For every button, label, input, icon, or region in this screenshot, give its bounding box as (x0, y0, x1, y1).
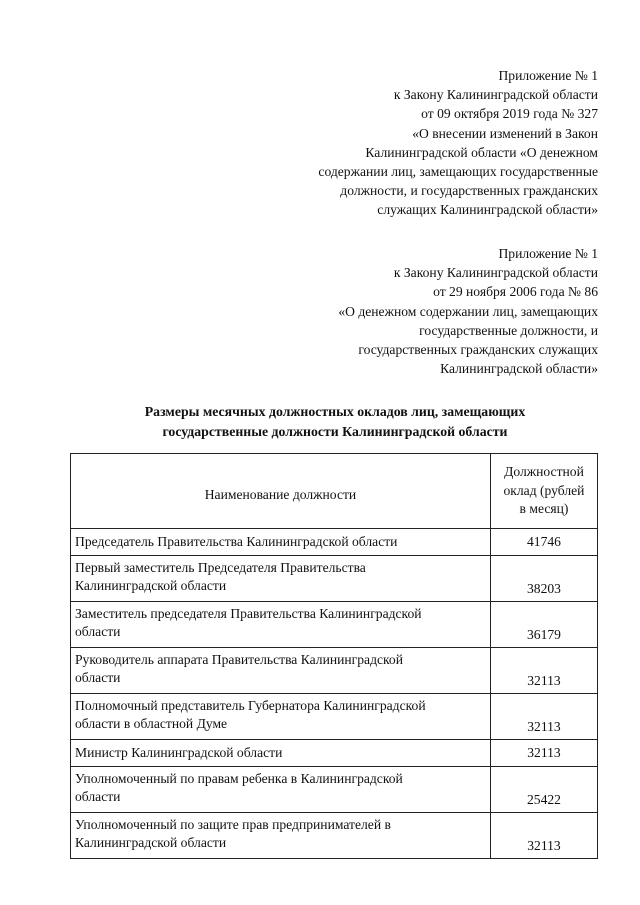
position-cell (71, 556, 491, 602)
table-row (71, 694, 598, 740)
salary-cell: 41746 (490, 529, 597, 556)
table-row (71, 602, 598, 648)
position-line: Первый заместитель Председателя Правительства (75, 560, 366, 575)
appendix-line: Калининградской области» (440, 361, 598, 377)
heading-line: Размеры месячных должностных окладов лиц, замещающих (144, 404, 526, 419)
table-row (71, 767, 598, 813)
header-line: в месяц) (519, 501, 569, 517)
appendix-line: Приложение № 1 (498, 68, 598, 83)
appendix-line: «О денежном содержании лиц, замещающих (338, 303, 598, 319)
salary-cell: 36179 (490, 602, 597, 648)
header-line: оклад (рублей (503, 482, 585, 498)
position-cell (71, 767, 491, 813)
appendix-line: к Закону Калининградской области (393, 265, 598, 281)
position-line: Уполномоченный по защите прав предпринимателей в (75, 817, 391, 832)
appendix-line: государственные должности, и (419, 322, 598, 338)
position-line: Заместитель председателя Правительства Калининградской (75, 606, 422, 621)
salary-cell: 32113 (490, 648, 597, 694)
salary-cell: 32113 (490, 813, 597, 859)
position-line: Руководитель аппарата Правительства Калининградской (75, 652, 404, 667)
table-row (71, 556, 598, 602)
table-row (71, 529, 598, 556)
appendix-line: от 29 ноября 2006 года № 86 (433, 284, 598, 300)
salary-cell: 32113 (490, 740, 597, 767)
appendix-line: служащих Калининградской области» (377, 202, 598, 218)
appendix-line: от 09 октября 2019 года № 327 (421, 106, 598, 122)
position-cell (71, 648, 491, 694)
appendix-line: Калининградской области «О денежном (365, 144, 598, 160)
table-row (71, 648, 598, 694)
salary-cell: 32113 (490, 694, 597, 740)
position-line: Полномочный представитель Губернатора Калининградской (75, 698, 426, 713)
position-cell (71, 740, 491, 767)
position-cell (71, 694, 491, 740)
table-row (71, 740, 598, 767)
salary-table (70, 453, 598, 859)
appendix-line: «О внесении изменений в Закон (412, 125, 598, 141)
table-row (71, 813, 598, 859)
position-line: области в областной Думе (75, 716, 228, 731)
position-line: Уполномоченный по правам ребенка в Калининградской (75, 771, 403, 786)
position-line: Калининградской области (75, 578, 227, 593)
position-line: Председатель Правительства Калининградской области (75, 534, 398, 549)
column-header-position: Наименование должности (71, 454, 491, 529)
salary-cell: 25422 (490, 767, 597, 813)
heading-line: государственные должности Калининградской области (162, 423, 508, 439)
position-line: Министр Калининградской области (75, 745, 283, 760)
document-heading (70, 402, 600, 441)
position-cell (71, 813, 491, 859)
appendix-note-original-law (338, 244, 598, 378)
appendix-line: государственных гражданских служащих (358, 342, 598, 358)
position-cell (71, 602, 491, 648)
table-header-row (71, 454, 598, 529)
appendix-line: содержании лиц, замещающих государственные (318, 164, 598, 180)
position-line: области (75, 624, 121, 639)
position-cell (71, 529, 491, 556)
column-header-salary (490, 454, 597, 529)
header-line: Должностной (504, 464, 584, 480)
salary-cell: 38203 (490, 556, 597, 602)
appendix-note-current-law (318, 66, 598, 220)
appendix-line: должности, и государственных гражданских (340, 183, 598, 199)
appendix-line: к Закону Калининградской области (393, 87, 598, 103)
appendix-line: Приложение № 1 (498, 246, 598, 261)
position-line: Калининградской области (75, 835, 227, 850)
position-line: области (75, 789, 121, 804)
position-line: области (75, 670, 121, 685)
